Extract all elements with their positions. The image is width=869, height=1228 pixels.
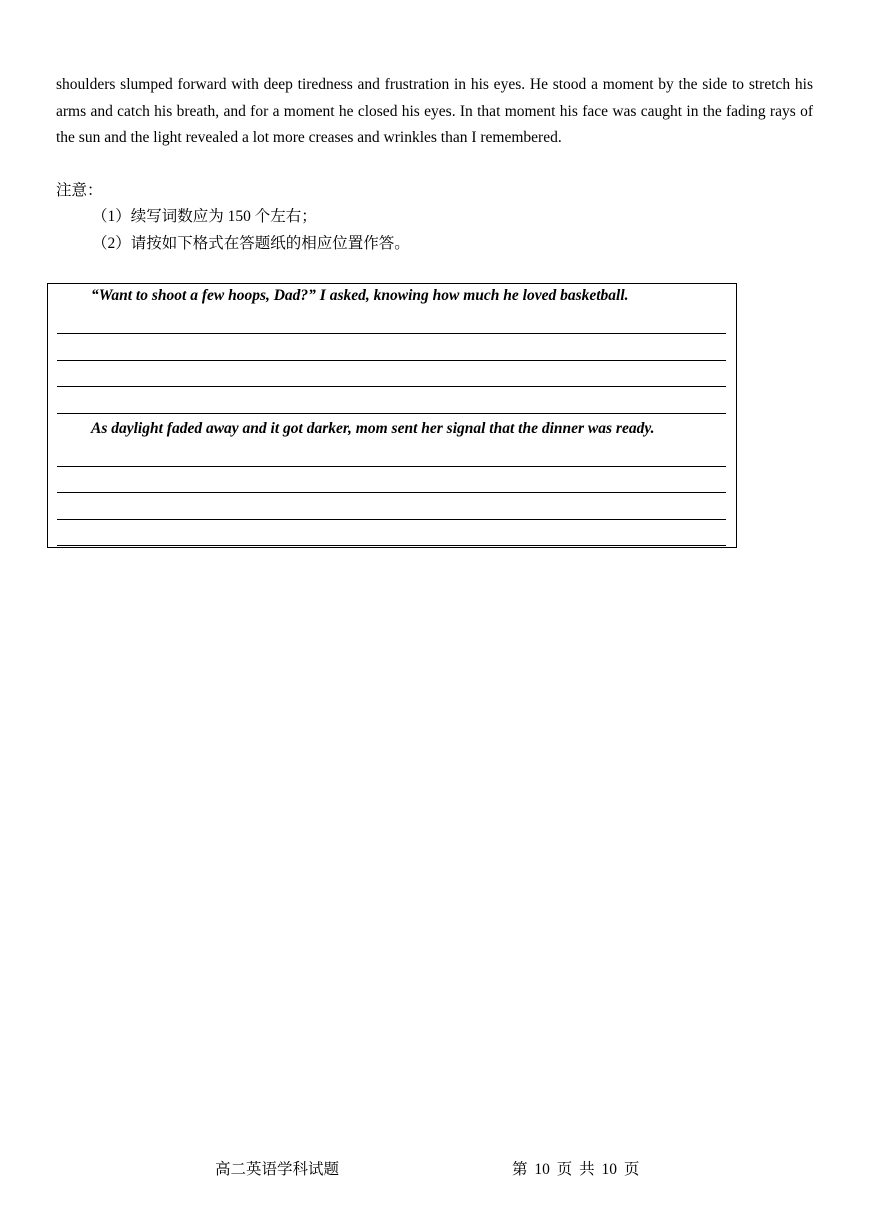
writing-line[interactable]	[57, 492, 726, 493]
continuation-prompt-1: “Want to shoot a few hoops, Dad?” I asked, knowing how much he loved basketball.	[91, 287, 629, 304]
writing-line[interactable]	[57, 519, 726, 520]
writing-line[interactable]	[57, 386, 726, 387]
notice-item-word-count: （1）续写词数应为 150 个左右；	[92, 208, 317, 225]
writing-line[interactable]	[57, 413, 726, 414]
writing-line[interactable]	[57, 333, 726, 334]
continuation-prompt-2: As daylight faded away and it got darker, mom sent her signal that the dinner was ready.	[91, 420, 655, 437]
answer-box	[47, 283, 737, 548]
notice-item-format: （2）请按如下格式在答题纸的相应位置作答。	[92, 235, 410, 252]
notice-heading: 注意：	[56, 182, 103, 199]
footer-subject: 高二英语学科试题	[215, 1161, 340, 1178]
footer-page-number: 第 10 页 共 10 页	[512, 1161, 640, 1178]
writing-line[interactable]	[57, 360, 726, 361]
writing-line[interactable]	[57, 545, 726, 546]
passage-text: shoulders slumped forward with deep tiredness and frustration in his eyes. He stood a moment by the side to stretch his arms and catch his breath, and for a moment he closed his eyes. In that moment his face was caught in the fading rays of the sun and the light revealed a lot more creases and wrinkles than I remembered.	[56, 76, 813, 146]
writing-line[interactable]	[57, 466, 726, 467]
